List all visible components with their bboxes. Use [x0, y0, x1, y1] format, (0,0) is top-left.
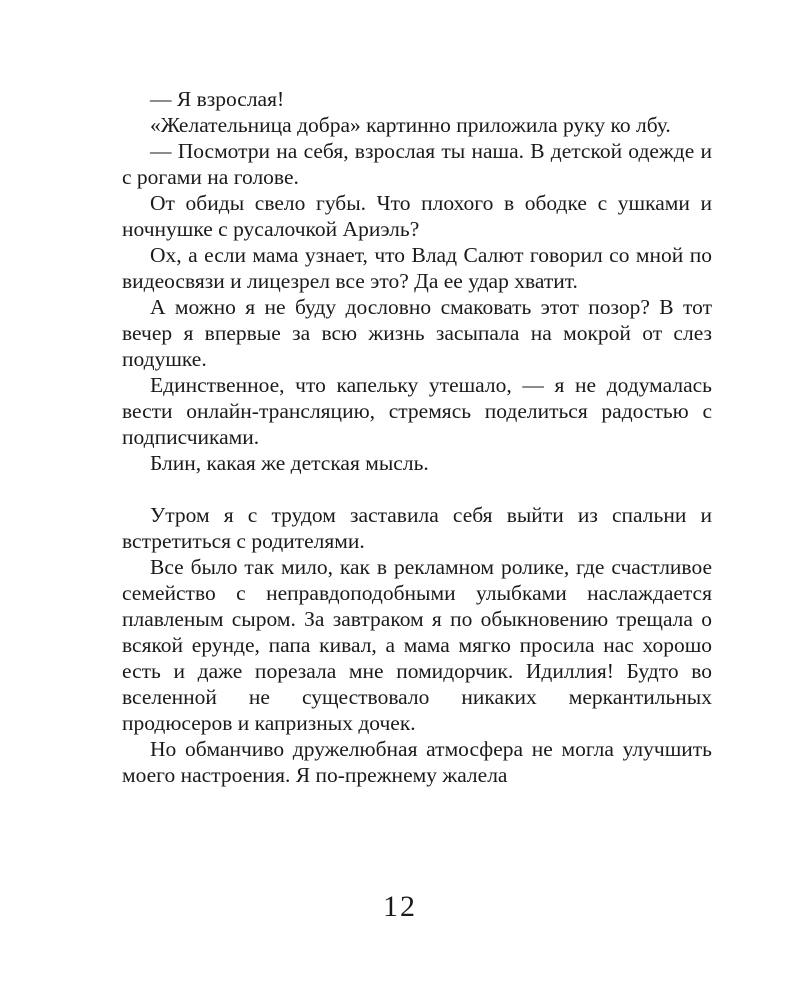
- paragraph: Но обманчиво дружелюбная атмосфера не могла улучшить моего настроения. Я по-прежнему жалела: [122, 737, 712, 787]
- paragraph: Ох, а если мама узнает, что Влад Салют говорил со мной по видеосвязи и лицезрел все это? Да ее удар хватит.: [122, 243, 712, 293]
- paragraph: Утром я с трудом заставила себя выйти из спальни и встретиться с родителями.: [122, 503, 712, 553]
- page-body-text: [122, 86, 712, 788]
- paragraph: От обиды свело губы. Что плохого в ободке с ушками и ночнушке с русалочкой Ариэль?: [122, 191, 712, 241]
- paragraph: — Я взрослая!: [150, 87, 285, 111]
- paragraph: Блин, какая же детская мысль.: [150, 451, 429, 475]
- paragraph: Все было так мило, как в рекламном ролике, где счастливое семейство с неправдоподобными улыбками наслаждается плавленым сыром. За завтраком я по обыкновению трещала о всякой ерунде, папа кивал, а мама мягко просила нас хорошо есть и даже порезала мне помидорчик. Идиллия! Будто во вселенной не существовало никаких меркантильных продюсеров и капризных дочек.: [122, 555, 712, 735]
- paragraph: Единственное, что капельку утешало, — я не додумалась вести онлайн-трансляцию, стремясь поделиться радостью с подписчиками.: [122, 373, 712, 449]
- paragraph: «Желательница добра» картинно приложила руку ко лбу.: [150, 113, 671, 137]
- paragraph: А можно я не буду дословно смаковать этот позор? В тот вечер я впервые за всю жизнь засыпала на мокрой от слез подушке.: [122, 295, 712, 371]
- paragraph: — Посмотри на себя, взрослая ты наша. В детской одежде и с рогами на голове.: [122, 139, 712, 189]
- page-number: 12: [383, 890, 417, 923]
